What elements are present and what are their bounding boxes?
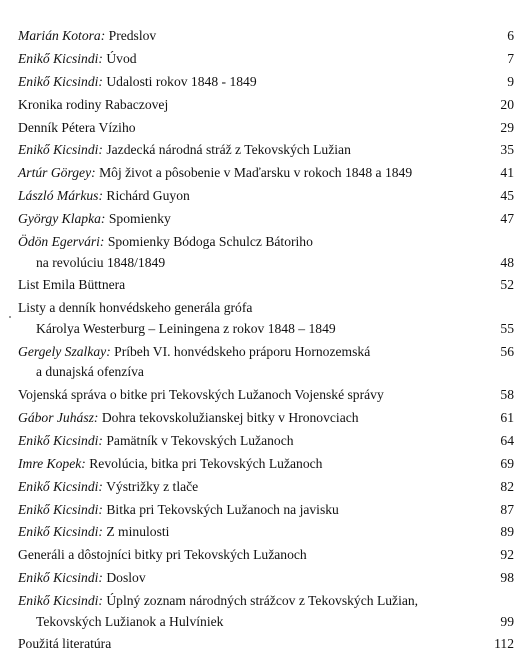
toc-entry-page-number: 82 xyxy=(500,478,514,494)
toc-entry-title: List Emila Büttnera xyxy=(18,277,126,293)
toc-entry xyxy=(18,186,514,207)
toc-entry-title: Generáli a dôstojníci bitky pri Tekovských Lužanoch xyxy=(18,547,307,563)
toc-entry-author: Artúr Görgey: xyxy=(18,165,96,181)
toc-entry-title-continued: Károlya Westerburg – Leiningena z rokov 1848 – 1849 xyxy=(36,320,336,336)
toc-entry xyxy=(18,568,514,589)
toc-entry-title: Príbeh VI. honvédskeho práporu Hornozemská xyxy=(114,343,371,359)
toc-entry-page-number: 56 xyxy=(500,343,514,359)
toc-entry-title-continued: Tekovských Lužianok a Hulvíniek xyxy=(36,613,224,629)
toc-entry-title: Udalosti rokov 1848 - 1849 xyxy=(106,73,257,89)
toc-entry xyxy=(18,275,514,296)
toc-entry-page-number: 6 xyxy=(507,28,514,43)
toc-entry-page-number: 92 xyxy=(500,547,514,563)
toc-entry xyxy=(18,298,514,339)
toc-entry xyxy=(18,634,514,655)
toc-entry xyxy=(18,522,514,543)
toc-entry-author: Enikő Kicsindi: xyxy=(18,570,103,586)
toc-entry-page-number: 61 xyxy=(500,409,514,425)
toc-entry-title: Listy a denník honvédskeho generála grófa xyxy=(18,300,253,316)
toc-entry-title-continued: na revolúciu 1848/1849 xyxy=(36,254,166,270)
toc-entry-title: Dohra tekovskolužianskej bitky v Hronovciach xyxy=(101,409,359,425)
toc-entry-page-number: 112 xyxy=(494,636,514,652)
toc-entry-author: Ödön Egervári: xyxy=(18,234,105,250)
toc-entry xyxy=(18,72,514,93)
toc-entry-author: Enikő Kicsindi: xyxy=(18,73,103,89)
toc-entry-title: Pamätník v Tekovských Lužanoch xyxy=(106,432,294,448)
toc-entry-page-number: 35 xyxy=(500,142,514,158)
toc-entry xyxy=(18,95,514,116)
toc-entry xyxy=(18,163,514,184)
toc-entry-title: Spomienky xyxy=(108,211,171,227)
toc-entry-author: Enikő Kicsindi: xyxy=(18,432,103,448)
toc-entry-page-number: 87 xyxy=(500,501,514,517)
toc-entry-title: Môj život a pôsobenie v Maďarsku v rokoch 1848 a 1849 xyxy=(99,165,413,181)
toc-entry-title: Vojenská správa o bitke pri Tekovských Lužanoch Vojenské správy xyxy=(18,387,384,403)
toc-entry-page-number: 55 xyxy=(500,320,514,336)
toc-entry-title-continued: a dunajská ofenzíva xyxy=(36,364,144,380)
toc-entry-author: Enikő Kicsindi: xyxy=(18,524,103,540)
toc-entry-author: Enikő Kicsindi: xyxy=(18,501,103,517)
toc-entry xyxy=(18,342,514,383)
toc-entry-title: Denník Pétera Víziho xyxy=(18,119,136,135)
toc-entry-title: Z minulosti xyxy=(106,524,170,540)
toc-entry-page-number: 98 xyxy=(500,570,514,586)
toc-entry xyxy=(18,431,514,452)
toc-entry-page-number: 52 xyxy=(500,277,514,293)
toc-entry-page-number: 9 xyxy=(507,73,514,89)
toc-entry-author: Gábor Juhász: xyxy=(18,409,99,425)
toc-entry-page-number: 41 xyxy=(500,165,514,181)
toc-entry-title: Úplný zoznam národných strážcov z Tekovských Lužian, xyxy=(106,593,419,609)
toc-entry xyxy=(18,49,514,70)
toc-entry-title: Richárd Guyon xyxy=(106,188,190,204)
toc-entry xyxy=(18,454,514,475)
toc-entry xyxy=(18,591,514,632)
toc-entry-author: Enikő Kicsindi: xyxy=(18,593,103,609)
toc-entry-title: Doslov xyxy=(106,570,146,586)
toc-entry-page-number: 89 xyxy=(500,524,514,540)
toc-entry-author: Marián Kotora: xyxy=(18,28,106,43)
toc-entry-title: Spomienky Bódoga Schulcz Bátoriho xyxy=(107,234,313,250)
toc-entry-title: Revolúcia, bitka pri Tekovských Lužanoch xyxy=(89,455,323,471)
toc-entry xyxy=(18,408,514,429)
toc-entry-author: László Márkus: xyxy=(18,188,103,204)
toc-entry-author: György Klapka: xyxy=(18,211,106,227)
toc-entry xyxy=(18,140,514,161)
toc-entry-title: Výstrižky z tlače xyxy=(106,478,199,494)
toc-entry xyxy=(18,26,514,47)
toc-entry-page-number: 45 xyxy=(500,188,514,204)
toc-entry xyxy=(18,500,514,521)
table-of-contents xyxy=(18,26,514,657)
toc-entry xyxy=(18,232,514,273)
toc-entry xyxy=(18,545,514,566)
toc-entry xyxy=(18,118,514,139)
toc-entry-page-number: 64 xyxy=(500,432,514,448)
toc-entry-page-number: 48 xyxy=(500,254,514,270)
toc-entry-title: Predslov xyxy=(108,28,157,43)
toc-entry xyxy=(18,477,514,498)
margin-speck xyxy=(9,316,11,318)
toc-entry-title: Úvod xyxy=(106,50,137,66)
toc-entry-title: Použitá literatúra xyxy=(18,636,112,652)
toc-entry-author: Enikő Kicsindi: xyxy=(18,50,103,66)
toc-entry-title: Kronika rodiny Rabaczovej xyxy=(18,96,169,112)
toc-entry-page-number: 47 xyxy=(500,211,514,227)
toc-entry xyxy=(18,385,514,406)
toc-entry-author: Imre Kopek: xyxy=(18,455,86,471)
toc-entry-title: Jazdecká národná stráž z Tekovských Lužian xyxy=(106,142,351,158)
toc-entry-page-number: 58 xyxy=(500,387,514,403)
toc-entry-page-number: 69 xyxy=(500,455,514,471)
toc-entry-page-number: 7 xyxy=(507,50,514,66)
toc-entry-author: Enikő Kicsindi: xyxy=(18,478,103,494)
toc-entry-page-number: 99 xyxy=(500,613,514,629)
toc-entry-page-number: 20 xyxy=(500,96,514,112)
toc-entry-author: Enikő Kicsindi: xyxy=(18,142,103,158)
toc-entry xyxy=(18,209,514,230)
toc-entry-page-number: 29 xyxy=(500,119,514,135)
toc-entry-author: Gergely Szalkay: xyxy=(18,343,111,359)
toc-entry-title: Bitka pri Tekovských Lužanoch na javisku xyxy=(106,501,339,517)
